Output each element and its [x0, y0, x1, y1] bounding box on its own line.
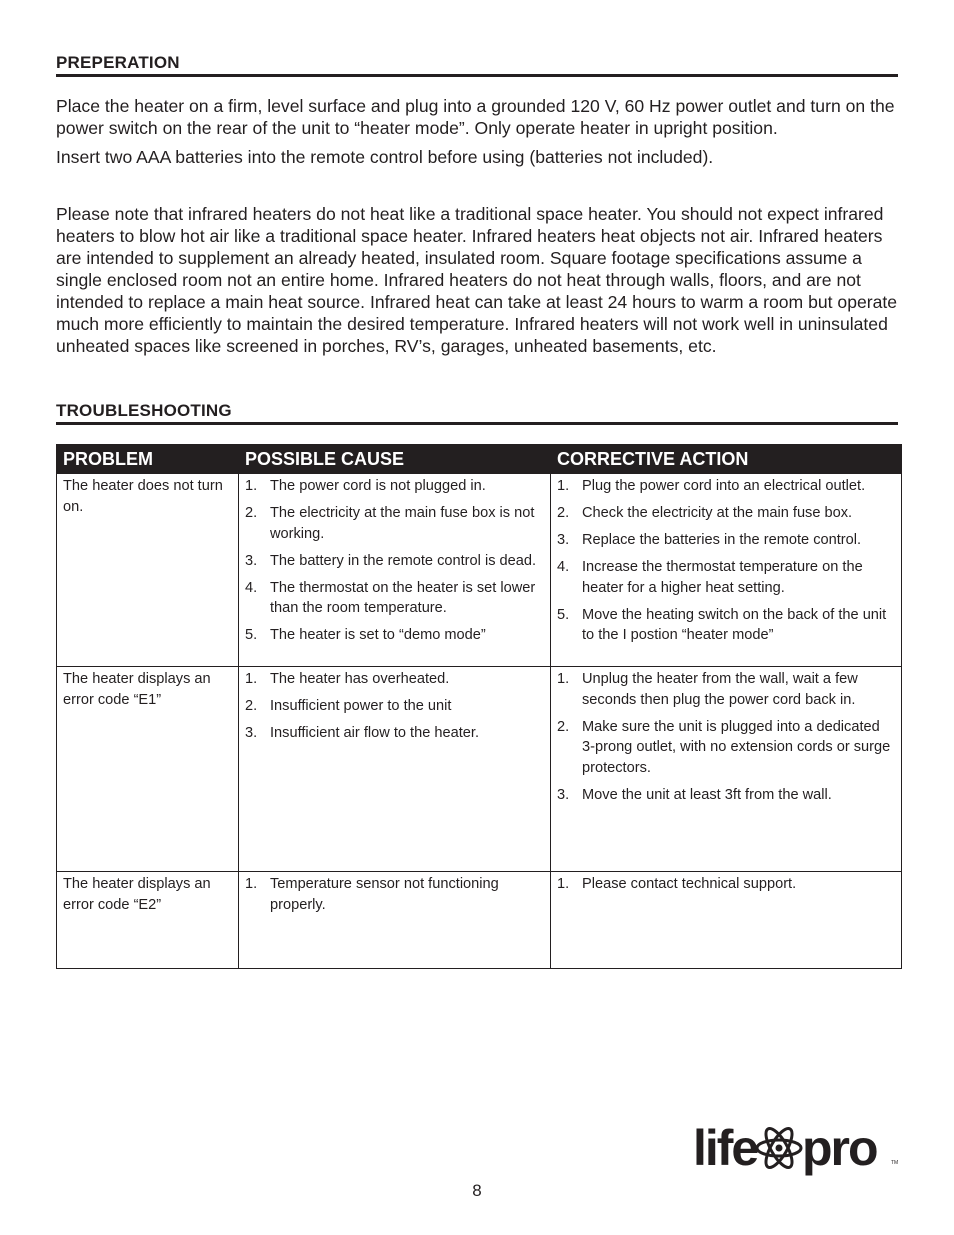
list-item-number: 3.	[245, 552, 258, 569]
list-item-text: Unplug the heater from the wall, wait a few seconds then plug the power cord back in.	[582, 671, 858, 708]
list-item	[557, 717, 895, 779]
table-row	[57, 474, 902, 667]
problem-cell: The heater does not turn on.	[57, 474, 239, 667]
list-item-number: 2.	[245, 698, 258, 714]
list-item-number: 2.	[245, 505, 258, 521]
list-item-number: 2.	[557, 505, 570, 521]
column-header-corrective-action: CORRECTIVE ACTION	[551, 445, 902, 474]
action-list	[557, 874, 895, 895]
logo-text-life: life	[693, 1120, 758, 1176]
list-item-number: 3.	[557, 786, 570, 803]
list-item-text: The power cord is not plugged in.	[270, 478, 486, 494]
troubleshooting-table	[56, 444, 902, 969]
list-item	[245, 625, 544, 646]
list-item	[557, 476, 895, 497]
list-item	[245, 503, 544, 544]
list-item-number: 1.	[557, 478, 570, 494]
list-item	[557, 530, 895, 551]
column-header-problem: PROBLEM	[57, 445, 239, 474]
problem-cell: The heater displays an error code “E1”	[57, 667, 239, 872]
table-row	[57, 872, 902, 969]
cause-list	[245, 669, 544, 744]
corrective-action-cell	[551, 872, 902, 969]
cause-list	[245, 476, 544, 646]
preparation-paragraph-1: Place the heater on a firm, level surface and plug into a grounded 120 V, 60 Hz power outlet and turn on the power switch on the rear of the unit to “heater mode”. Only operate heater in upright position.	[56, 96, 895, 138]
list-item-number: 1.	[245, 876, 258, 892]
list-item	[557, 669, 895, 710]
list-item-text: Insufficient air flow to the heater.	[270, 725, 480, 741]
list-item-text: The heater has overheated.	[270, 671, 450, 687]
list-item-number: 1.	[245, 671, 258, 687]
page-number: 8	[472, 1181, 482, 1200]
list-item-text: The thermostat on the heater is set lower than the room temperature.	[270, 579, 536, 616]
list-item	[557, 557, 895, 598]
problem-cell: The heater displays an error code “E2”	[57, 872, 239, 969]
list-item-text: Temperature sensor not functioning properly.	[270, 876, 499, 913]
list-item-text: Replace the batteries in the remote control.	[582, 532, 862, 548]
table-row	[57, 667, 902, 872]
list-item-number: 3.	[557, 532, 570, 548]
preparation-paragraph-2: Insert two AAA batteries into the remote control before using (batteries not included).	[56, 147, 714, 167]
list-item-number: 1.	[557, 671, 570, 687]
list-item	[245, 669, 544, 690]
list-item	[245, 476, 544, 497]
list-item-text: Move the heating switch on the back of the unit to the I postion “heater mode”	[582, 606, 887, 643]
corrective-action-cell	[551, 474, 902, 667]
atom-icon	[757, 1125, 801, 1171]
list-item-number: 4.	[245, 579, 258, 596]
list-item-text: The battery in the remote control is dead.	[270, 552, 537, 569]
list-item	[557, 785, 895, 806]
list-item	[245, 874, 544, 915]
logo-trademark: TM	[891, 1160, 898, 1166]
list-item	[557, 874, 895, 895]
cause-list	[245, 874, 544, 915]
infrared-note-paragraph: Please note that infrared heaters do not heat like a traditional space heater. You should not expect infrared heaters to blow hot air like a traditional space heater. Infrared heaters heat objects not air. Infrared heaters are intended to supplement an already heated, insulated room. Square footage specifications assume a single enclosed room not an entire home. Infrared heaters do not heat through walls, floors, and are not intended to replace a main heat source. Infrared heat can take at least 24 hours to warm a room but operate much more efficiently to maintain the desired temperature. Infrared heaters will not work well in uninsulated unheated spaces like screened in porches, RV’s, garages, unheated basements, etc.	[56, 204, 898, 356]
table-header-row	[57, 445, 902, 474]
list-item-text: The heater is set to “demo mode”	[270, 627, 486, 643]
list-item	[245, 696, 544, 717]
list-item-number: 5.	[245, 627, 258, 643]
list-item-text: The electricity at the main fuse box is not working.	[270, 505, 535, 542]
action-list	[557, 669, 895, 805]
lifepro-logo	[693, 1117, 898, 1179]
list-item-number: 1.	[557, 876, 570, 892]
list-item-text: Check the electricity at the main fuse box.	[582, 505, 853, 521]
list-item-text: Insufficient power to the unit	[270, 698, 452, 714]
list-item-number: 2.	[557, 718, 570, 735]
list-item	[245, 723, 544, 744]
possible-cause-cell	[239, 474, 551, 667]
list-item-number: 3.	[245, 725, 258, 741]
troubleshooting-heading: TROUBLESHOOTING	[56, 401, 898, 425]
list-item-text: Increase the thermostat temperature on the heater for a higher heat setting.	[582, 559, 863, 596]
possible-cause-cell	[239, 872, 551, 969]
action-list	[557, 476, 895, 646]
list-item	[245, 551, 544, 572]
list-item	[557, 605, 895, 646]
list-item-text: Plug the power cord into an electrical outlet.	[582, 478, 866, 494]
possible-cause-cell	[239, 667, 551, 872]
list-item	[557, 503, 895, 524]
table-body	[57, 474, 902, 969]
list-item-number: 5.	[557, 606, 570, 623]
list-item	[245, 578, 544, 619]
list-item-text: Move the unit at least 3ft from the wall.	[582, 786, 832, 803]
list-item-number: 4.	[557, 559, 570, 575]
corrective-action-cell	[551, 667, 902, 872]
preparation-heading: PREPERATION	[56, 53, 898, 77]
column-header-possible-cause: POSSIBLE CAUSE	[239, 445, 551, 474]
list-item-text: Please contact technical support.	[582, 876, 797, 892]
list-item-number: 1.	[245, 478, 258, 494]
logo-text-pro: pro	[802, 1120, 877, 1176]
list-item-text: Make sure the unit is plugged into a dedicated 3-prong outlet, with no extension cords or surge protectors.	[582, 718, 891, 776]
